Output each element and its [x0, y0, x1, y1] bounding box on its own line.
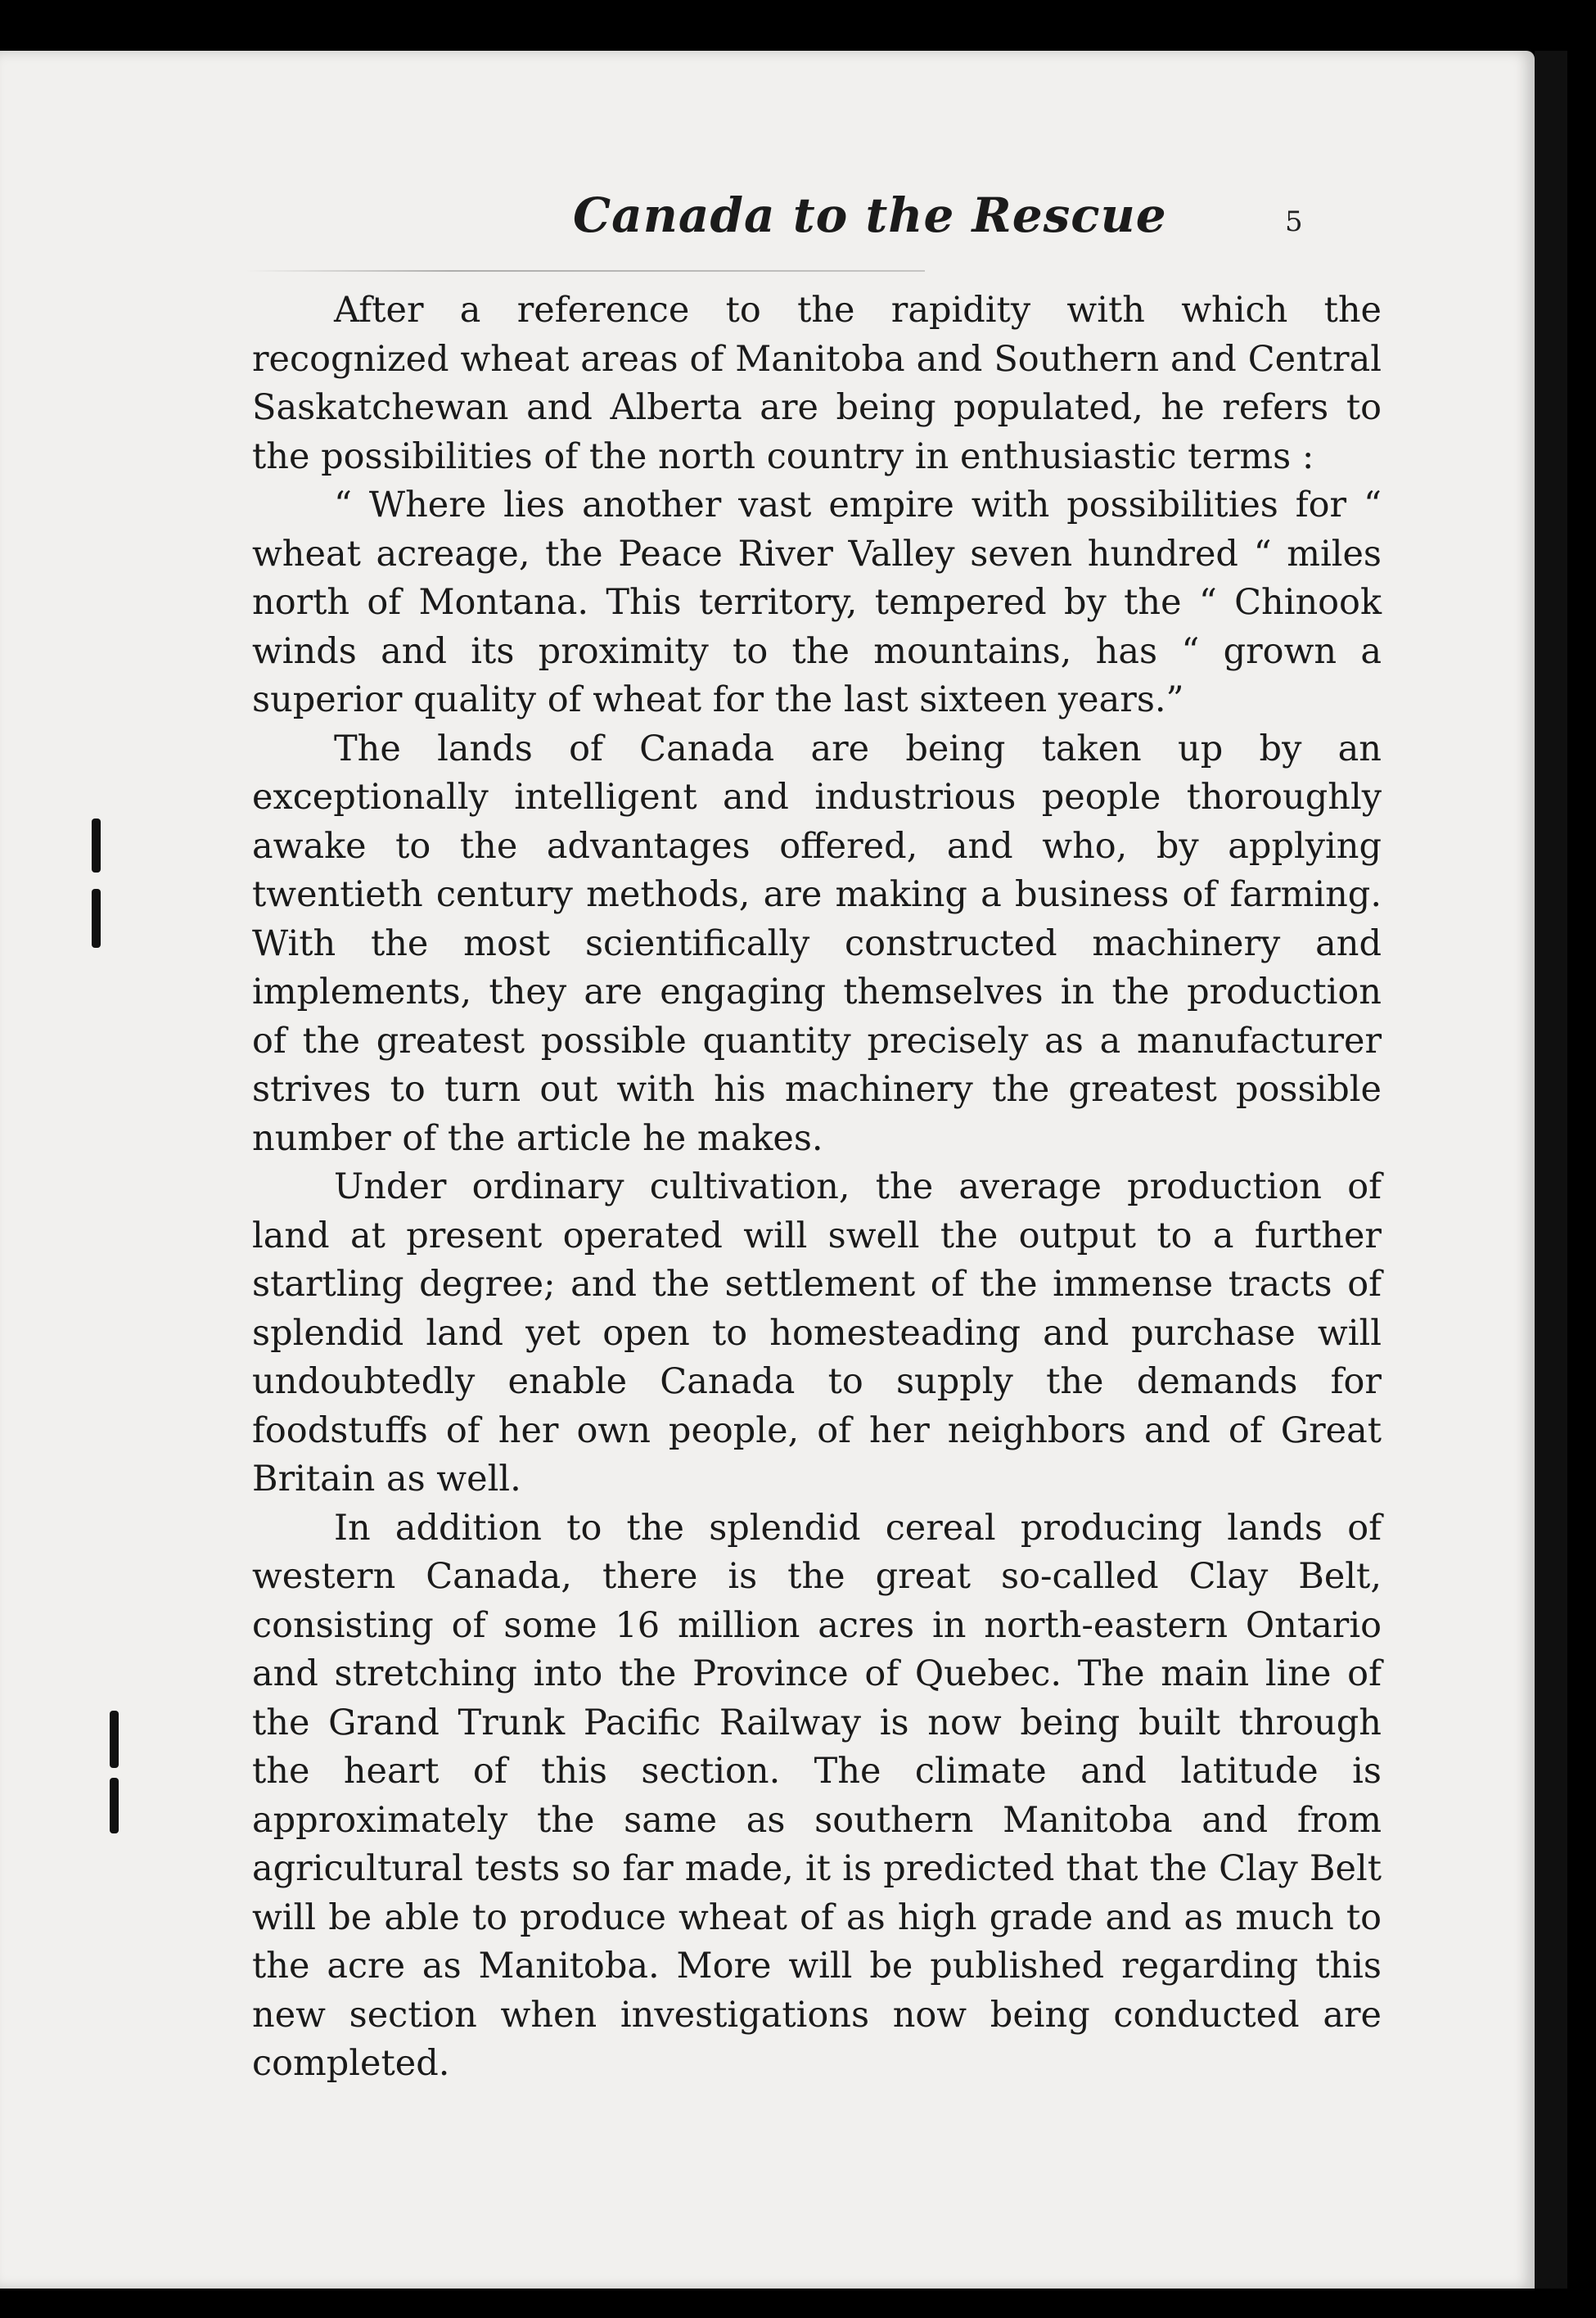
margin-mark: [92, 819, 101, 873]
margin-mark: [110, 1778, 119, 1833]
body-text: [252, 286, 1382, 2089]
paragraph: The lands of Canada are being taken up by an exceptionally intelligent and industrious people thoroughly awake to the advantages offered, and who, by applying twentieth century methods, are making a business of farming. With the most scientifically constructed machinery and implements, they are engaging themselves in the production of the greatest possible quantity precisely as a manufacturer strives to turn out with his machinery the greatest possible number of the article he makes.: [252, 728, 1382, 1159]
paragraph: Under ordinary cultivation, the average production of land at present operated will swell the output to a further startling degree; and the settlement of the immense tracts of splendid land yet open to homesteading and purchase will undoubtedly enable Canada to supply the demands for foodstuffs of her own people, of her neighbors and of Great Britain as well.: [252, 1166, 1382, 1499]
running-title: Canada to the Rescue: [573, 187, 1167, 243]
page-number: 5: [1285, 205, 1303, 238]
paragraph: In addition to the splendid cereal producing lands of western Canada, there is the great so-called Clay Belt, consisting of some 16 million acres in north-eastern Ontario and stretching into the Province of Quebec. The main line of the Grand Trunk Pacific Railway is now being built through the heart of this section. The climate and latitude is approximately the same as southern Manitoba and from agricultural tests so far made, it is predicted that the Clay Belt will be able to produce wheat of as high grade and as much to the acre as Manitoba. More will be published regarding this new section when investigations now being conducted are completed.: [252, 1507, 1382, 2084]
margin-mark: [92, 889, 101, 948]
quoted-paragraph: “ Where lies another vast empire with possibilities for “ wheat acreage, the Peace River Valley seven hundred “ miles north of Montana. This territory, tempered by the “ Chinook winds and its proximity to the mountains, has “ grown a superior quality of wheat for the last sixteen years.”: [252, 485, 1382, 720]
paragraph: After a reference to the rapidity with which the recognized wheat areas of Manitoba and Southern and Central Saskatchewan and Alberta are being populated, he refers to the possibilities of the north country in enthusiastic terms :: [252, 290, 1382, 477]
page-header: [246, 143, 1375, 241]
header-rule: [246, 270, 925, 272]
margin-mark: [110, 1711, 119, 1768]
page-edge-shadow: [1535, 51, 1567, 2289]
